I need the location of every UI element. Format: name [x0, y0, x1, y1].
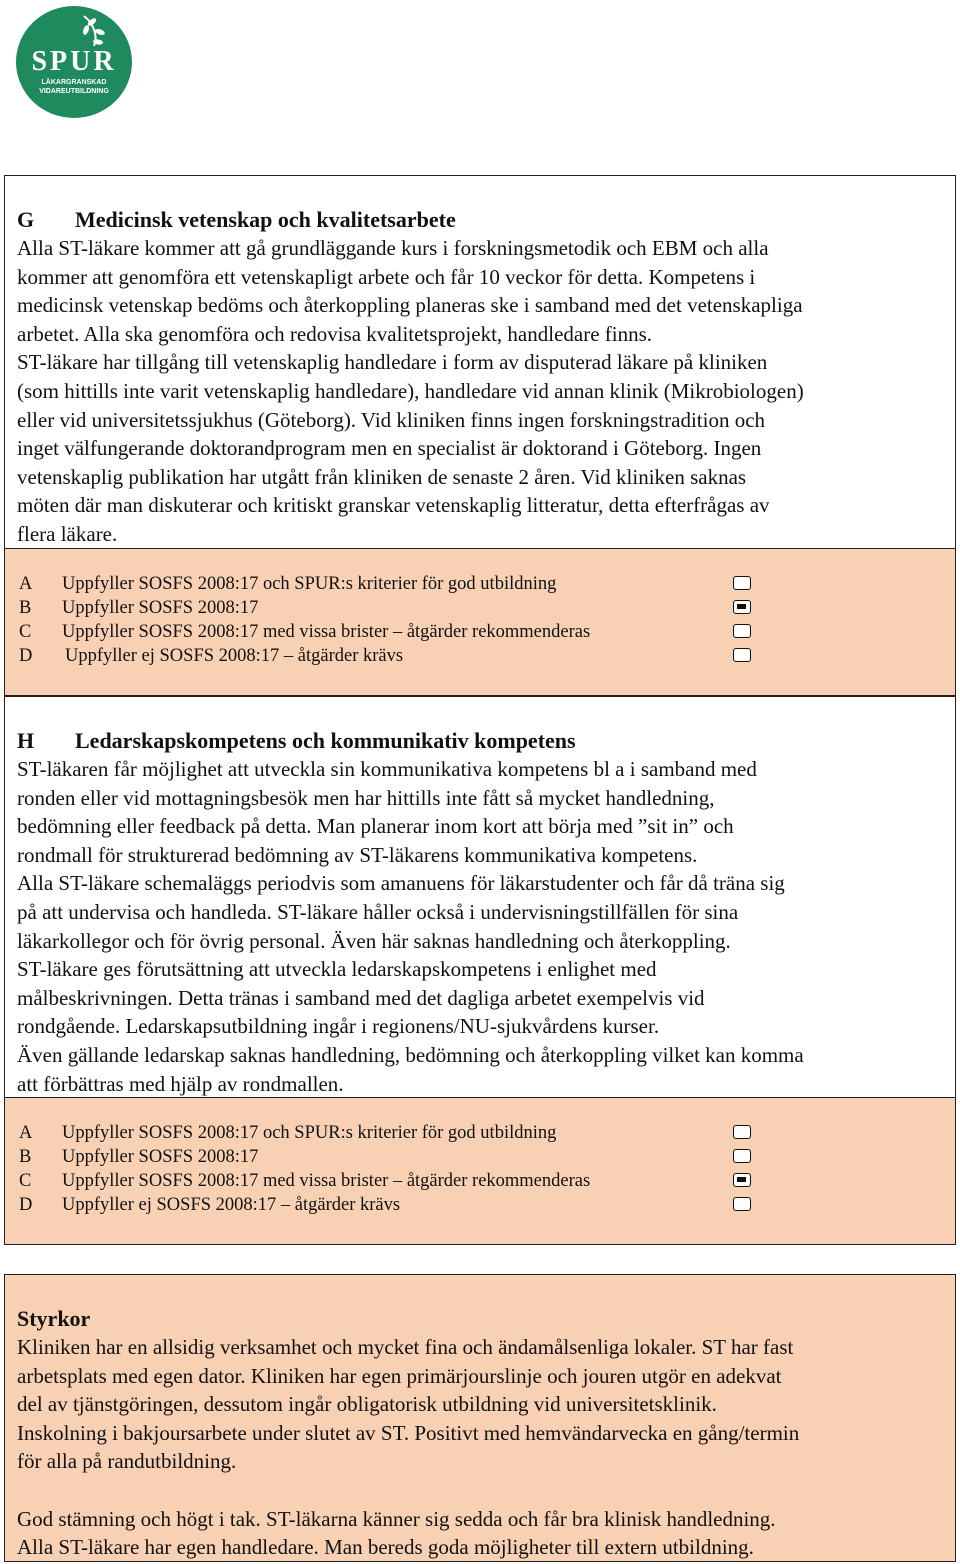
- section-g-body: [17, 234, 951, 549]
- grade-checkbox-a[interactable]: [733, 576, 751, 590]
- strengths-line: God stämning och högt i tak. ST-läkarna känner sig sedda och får bra klinisk handledning.: [17, 1506, 776, 1531]
- strengths-line: för alla på randutbildning.: [17, 1449, 237, 1474]
- section-h-line: målbeskrivningen. Detta tränas i samband med det dagliga arbetet exempelvis vid: [17, 985, 705, 1010]
- grade-checkbox-d[interactable]: [733, 1197, 751, 1211]
- grade-letter: D: [19, 646, 33, 666]
- grade-row-c: [5, 620, 955, 644]
- grade-text: Uppfyller SOSFS 2008:17 med vissa brister – åtgärder rekommenderas: [62, 622, 591, 642]
- grade-checkbox-a[interactable]: [733, 1125, 751, 1139]
- section-g-box: [4, 175, 956, 549]
- section-g-line: möten där man diskuterar och kritiskt granskar vetenskaplig litteratur, detta efterfrågas av: [17, 493, 770, 518]
- grade-row-a: [5, 572, 955, 596]
- strengths-line: Kliniken har en allsidig verksamhet och mycket fina och ändamålsenliga lokaler. ST har fast: [17, 1335, 794, 1359]
- logo-subtitle-2: VIDAREUTBILDNING: [39, 88, 109, 95]
- section-g-line: kommer att genomföra ett vetenskapligt arbete och får 10 veckor för detta. Kompetens i: [17, 264, 756, 289]
- section-h-line: läkarkollegor och för övrig personal. Även här saknas handledning och återkoppling.: [17, 928, 731, 953]
- section-h-title: Ledarskapskompetens och kommunikativ kompetens: [75, 728, 576, 753]
- grade-text: Uppfyller SOSFS 2008:17 och SPUR:s kriterier för god utbildning: [62, 574, 557, 594]
- section-g-line: eller vid universitetssjukhus (Göteborg). Vid kliniken finns ingen forskningstradition och: [17, 407, 766, 432]
- section-g-grading: [4, 548, 956, 696]
- grade-text: Uppfyller ej SOSFS 2008:17 – åtgärder krävs: [62, 1195, 401, 1215]
- section-g-letter: G: [17, 207, 35, 232]
- section-h-line: ronden eller vid mottagningsbesök men har hittills inte fått så mycket handledning,: [17, 785, 715, 810]
- grade-row-d: [5, 1193, 955, 1217]
- grade-letter: D: [19, 1195, 33, 1215]
- strengths-body: [17, 1333, 951, 1562]
- section-h-heading: [17, 727, 951, 755]
- section-g-line: flera läkare.: [17, 521, 118, 546]
- grade-text: Uppfyller SOSFS 2008:17 och SPUR:s kriterier för god utbildning: [62, 1123, 557, 1143]
- section-h-grading: [4, 1097, 956, 1245]
- strengths-box: [4, 1274, 956, 1562]
- grade-row-b: [5, 596, 955, 620]
- logo-text: SPUR: [31, 46, 117, 77]
- grade-checkbox-c[interactable]: [733, 624, 751, 638]
- grade-checkbox-b[interactable]: [733, 600, 751, 614]
- section-g-line: Alla ST-läkare kommer att gå grundläggande kurs i forskningsmetodik och EBM och alla: [17, 236, 769, 260]
- section-h-line: rondmall för strukturerad bedömning av ST-läkarens kommunikativa kompetens.: [17, 842, 698, 867]
- section-g-line: inget välfungerande doktorandprogram men en specialist är doktorand i Göteborg. Ingen: [17, 436, 762, 461]
- section-g-title: Medicinsk vetenskap och kvalitetsarbete: [75, 207, 456, 232]
- section-g-line: ST-läkare har tillgång till vetenskaplig handledare i form av disputerad läkare på kliniken: [17, 350, 768, 375]
- logo-subtitle-1: LÄKARGRANSKAD: [41, 79, 107, 86]
- grade-letter: B: [19, 1147, 32, 1167]
- section-h-line: att förbättras med hjälp av rondmallen.: [17, 1071, 344, 1096]
- strengths-line: Alla ST-läkare har egen handledare. Man bereds goda möjligheter till extern utbildning.: [17, 1535, 754, 1560]
- strengths-line: arbetsplats med egen dator. Kliniken har egen primärjourslinje och jouren utgör en adekvat: [17, 1363, 782, 1388]
- grade-text: Uppfyller ej SOSFS 2008:17 – åtgärder krävs: [65, 646, 404, 666]
- strengths-line: del av tjänstgöringen, dessutom ingår obligatorisk utbildning vid universitetsklinik.: [17, 1392, 717, 1417]
- section-h-line: rondgående. Ledarskapsutbildning ingår i regionens/NU-sjukvårdens kurser.: [17, 1014, 660, 1039]
- section-h-line: ST-läkare ges förutsättning att utveckla ledarskapskompetens i enlighet med: [17, 957, 657, 982]
- section-g-line: vetenskaplig publikation har utgått från kliniken de senaste 2 åren. Vid kliniken saknas: [17, 464, 747, 489]
- grade-letter: A: [19, 1123, 33, 1143]
- grade-checkbox-b[interactable]: [733, 1149, 751, 1163]
- section-h-body: [17, 755, 951, 1098]
- strengths-line: Inskolning i bakjoursarbete under slutet av ST. Positivt med hemvändarvecka en gång/termin: [17, 1420, 800, 1445]
- section-h-line: på att undervisa och handleda. ST-läkare håller också i undervisningstillfällen för sina: [17, 899, 739, 924]
- grade-row-b: [5, 1145, 955, 1169]
- grade-text: Uppfyller SOSFS 2008:17: [62, 1147, 259, 1167]
- grade-letter: A: [19, 574, 33, 594]
- section-h-letter: H: [17, 728, 35, 753]
- grade-letter: B: [19, 598, 32, 618]
- strengths-title: Styrkor: [17, 1306, 91, 1331]
- section-h-line: bedömning eller feedback på detta. Man planerar inom kort att börja med ”sit in” och: [17, 814, 734, 839]
- section-h-line: Även gällande ledarskap saknas handledning, bedömning och återkoppling vilket kan komma: [17, 1042, 804, 1067]
- section-h-line: Alla ST-läkare schemaläggs periodvis som amanuens för läkarstudenter och får då träna sig: [17, 871, 785, 896]
- section-g-line: (som hittills inte varit vetenskaplig handledare), handledare vid annan klinik (Mikrobiologen): [17, 378, 804, 403]
- section-g-line: medicinsk vetenskap bedöms och återkoppling planeras ske i samband med det vetenskapliga: [17, 293, 803, 318]
- grade-row-d: [5, 644, 955, 668]
- section-h-line: ST-läkaren får möjlighet att utveckla sin kommunikativa kompetens bl a i samband med: [17, 757, 757, 781]
- section-g-line: arbetet. Alla ska genomföra och redovisa kvalitetsprojekt, handledare finns.: [17, 321, 653, 346]
- section-g-heading: [17, 206, 951, 234]
- grade-checkbox-c[interactable]: [733, 1173, 751, 1187]
- grade-letter: C: [19, 1171, 32, 1191]
- grade-checkbox-d[interactable]: [733, 648, 751, 662]
- grade-text: Uppfyller SOSFS 2008:17 med vissa brister – åtgärder rekommenderas: [62, 1171, 591, 1191]
- section-h-box: [4, 696, 956, 1098]
- grade-row-c: [5, 1169, 955, 1193]
- grade-letter: C: [19, 622, 32, 642]
- grade-text: Uppfyller SOSFS 2008:17: [62, 598, 259, 618]
- grade-row-a: [5, 1121, 955, 1145]
- spur-logo: [14, 4, 134, 120]
